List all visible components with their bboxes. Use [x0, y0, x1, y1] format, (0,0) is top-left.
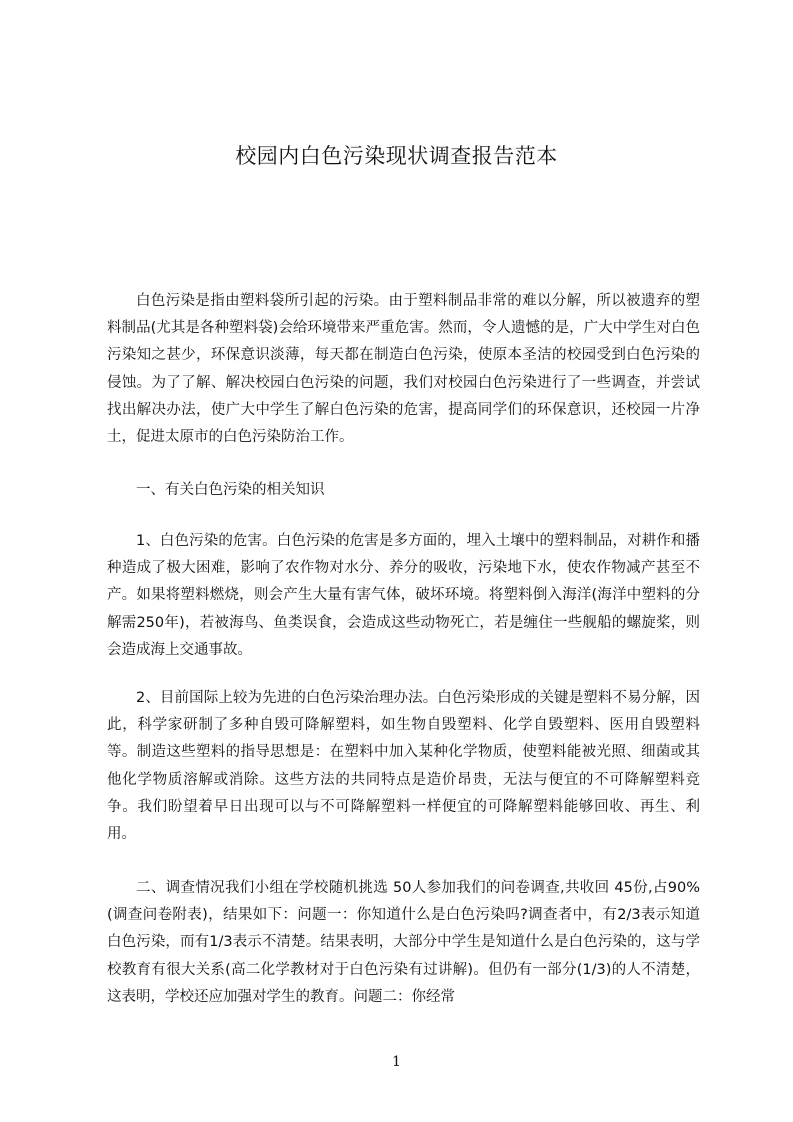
section-heading: 一、有关白色污染的相关知识: [136, 482, 325, 498]
item-paragraph-treatment: 2、目前国际上较为先进的白色污染治理办法。白色污染形成的关键是塑料不易分解，因此，科学家研制了多种自毁可降解塑料，如生物自毁塑料、化学自毁塑料、医用自毁塑料等。制造这些塑料的指导思想是：在塑料中加入某种化学物质，使塑料能被光照、细菌或其他化学物质溶解或消除。这些方法的共同特点是造价昂贵，无法与便宜的不可降解塑料竞争。我们盼望着早日出现可以与不可降解塑料一样便宜的可降解塑料能够回收、再生、利用。: [107, 690, 700, 843]
survey-paragraph: 二、调查情况我们小组在学校随机挑选 50人参加我们的问卷调查,共收回 45份,占90%(调查问卷附表)，结果如下：问题一：你知道什么是白色污染吗?调查者中，有2/3表示知道白色污染，而有1/3表示不清楚。结果表明，大部分中学生是知道什么是白色污染的，这与学校教育有很大关系(高二化学教材对于白色污染有过讲解)。但仍有一部分(1/3)的人不清楚，这表明，学校还应加强对学生的教育。问题二：你经常: [107, 880, 700, 1005]
document-title: 校园内白色污染现状调查报告范本: [235, 144, 558, 168]
item-paragraph-hazards: 1、白色污染的危害。白色污染的危害是多方面的，埋入土壤中的塑料制品，对耕作和播种造成了极大困难，影响了农作物对水分、养分的吸收，污染地下水，使农作物减产甚至不产。如果将塑料燃烧，则会产生大量有害气体，破坏环境。将塑料倒入海洋(海洋中塑料的分解需250年)，若被海鸟、鱼类误食，会造成这些动物死亡，若是缠住一些舰船的螺旋桨，则会造成海上交通事故。: [107, 533, 700, 658]
intro-paragraph: 白色污染是指由塑料袋所引起的污染。由于塑料制品非常的难以分解，所以被遗弃的塑料制品(尤其是各种塑料袋)会给环境带来严重危害。然而，令人遗憾的是，广大中学生对白色污染知之甚少，环保意识淡薄，每天都在制造白色污染，使原本圣洁的校园受到白色污染的侵蚀。为了了解、解决校园白色污染的问题，我们对校园白色污染进行了一些调查，并尝试找出解决办法，使广大中学生了解白色污染的危害，提高同学们的环保意识，还校园一片净土，促进太原市的白色污染防治工作。: [107, 293, 700, 446]
page-number: 1: [392, 1054, 401, 1070]
